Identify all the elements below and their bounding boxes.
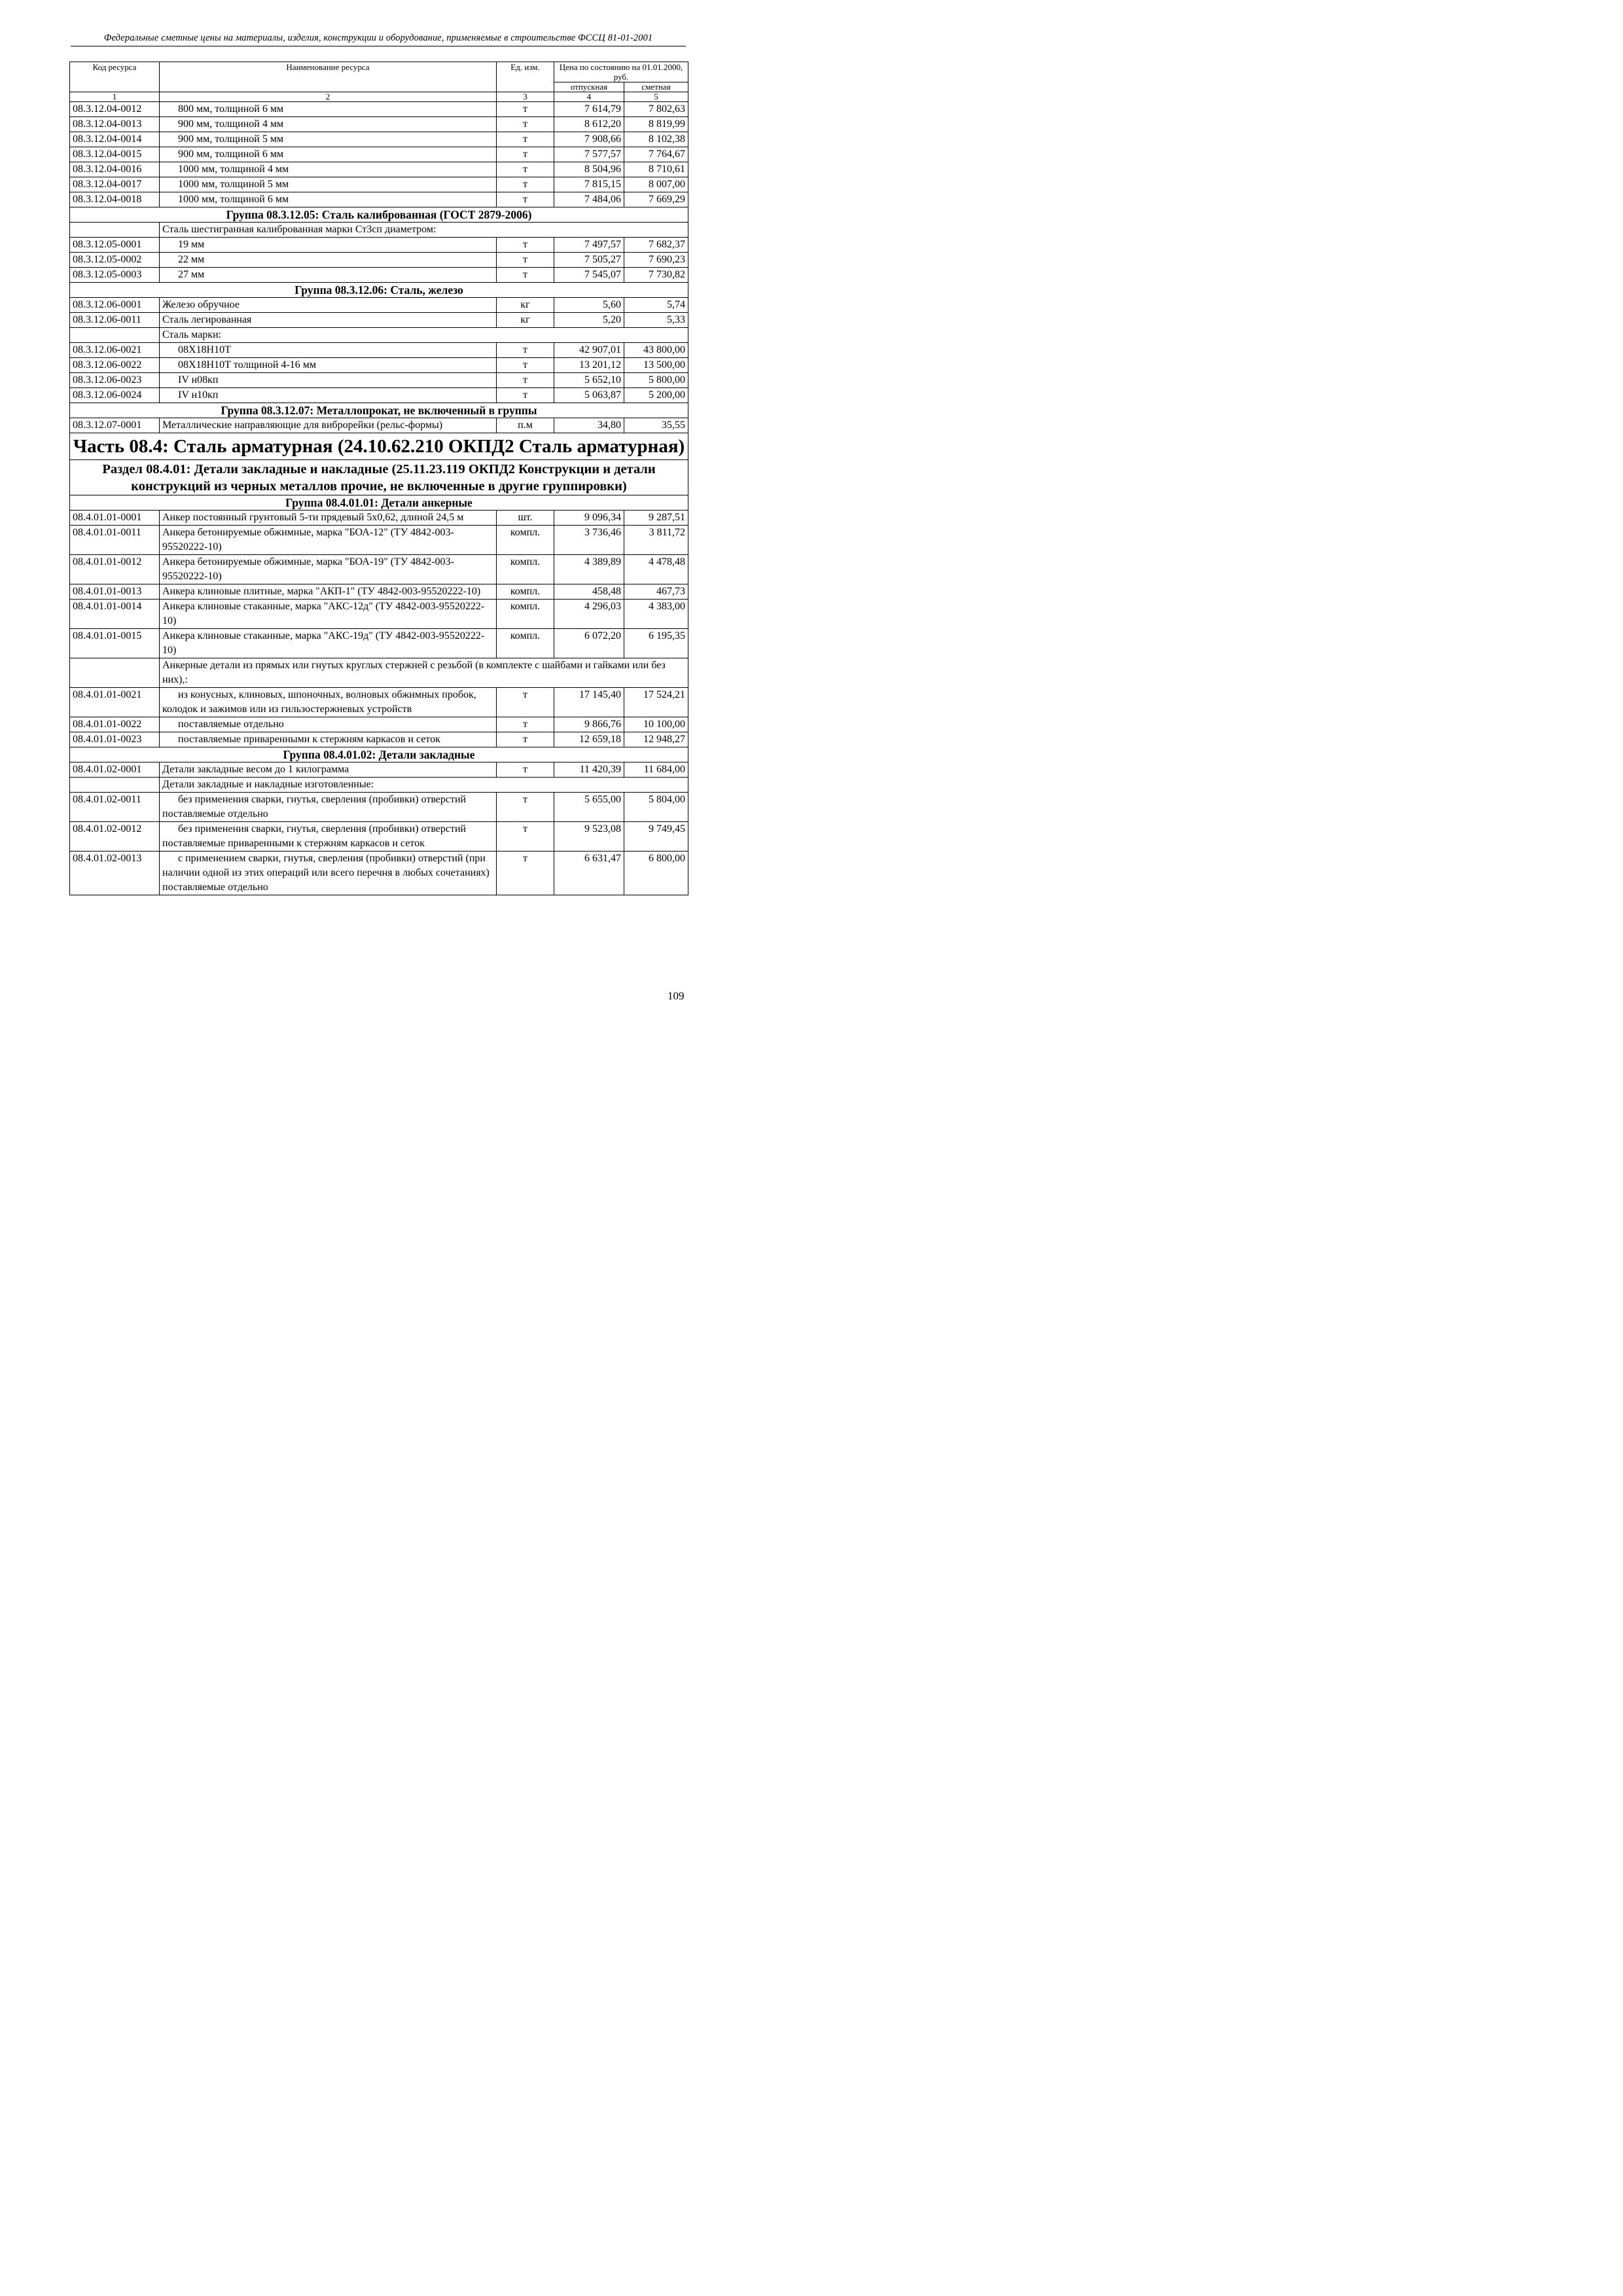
resource-unit: компл. <box>497 584 554 600</box>
col-header-price: Цена по состоянию на 01.01.2000, руб. <box>554 62 688 82</box>
resource-unit: т <box>497 388 554 403</box>
resource-name: 08Х18Н10Т <box>160 343 497 358</box>
table-row <box>70 253 688 268</box>
resource-name: 08Х18Н10Т толщиной 4-16 мм <box>160 358 497 373</box>
resource-code: 08.4.01.02-0012 <box>70 822 160 852</box>
table-row <box>70 511 688 526</box>
resource-unit: т <box>497 822 554 852</box>
col-number: 3 <box>497 92 554 102</box>
resource-code: 08.3.12.04-0016 <box>70 162 160 177</box>
table-row <box>70 117 688 132</box>
resource-name: 900 мм, толщиной 5 мм <box>160 132 497 147</box>
resource-unit: т <box>497 253 554 268</box>
table-row <box>70 388 688 403</box>
running-header: Федеральные сметные цены на материалы, изделия, конструкции и оборудование, применяемые в строительстве ФССЦ 81-01-2001 <box>103 33 653 43</box>
estimate-price: 3 811,72 <box>624 526 688 555</box>
resource-name: 19 мм <box>160 238 497 253</box>
table-row <box>70 343 688 358</box>
resource-name: Анкера клиновые стаканные, марка "АКС-19д" (ТУ 4842-003-95520222-10) <box>160 629 497 658</box>
table-body <box>70 102 688 895</box>
table-row <box>70 162 688 177</box>
resource-code: 08.4.01.01-0013 <box>70 584 160 600</box>
resource-name: Детали закладные весом до 1 килограмма <box>160 762 497 778</box>
resource-name: поставляемые приваренными к стержням каркасов и сеток <box>160 732 497 747</box>
group-title: Группа 08.4.01.01: Детали анкерные <box>70 495 688 511</box>
table-header <box>70 62 688 102</box>
table-row <box>70 238 688 253</box>
resource-code: 08.4.01.01-0015 <box>70 629 160 658</box>
estimate-price: 5,33 <box>624 313 688 328</box>
resource-code: 08.3.12.04-0017 <box>70 177 160 192</box>
col-number: 4 <box>554 92 624 102</box>
resource-code: 08.3.12.05-0001 <box>70 238 160 253</box>
resource-unit: т <box>497 717 554 732</box>
release-price: 6 631,47 <box>554 852 624 895</box>
subheading-text: Сталь шестигранная калиброванная марки Ст3сп диаметром: <box>160 223 688 238</box>
table-row <box>70 358 688 373</box>
estimate-price: 7 802,63 <box>624 102 688 117</box>
resource-code: 08.3.12.04-0018 <box>70 192 160 207</box>
estimate-price: 6 195,35 <box>624 629 688 658</box>
resource-name: без применения сварки, гнутья, сверления (пробивки) отверстий поставляемые отдельно <box>160 793 497 822</box>
estimate-price: 7 669,29 <box>624 192 688 207</box>
resource-name: 1000 мм, толщиной 4 мм <box>160 162 497 177</box>
release-price: 7 545,07 <box>554 268 624 283</box>
resource-unit: т <box>497 147 554 162</box>
resource-code: 08.3.12.04-0013 <box>70 117 160 132</box>
release-price: 7 815,15 <box>554 177 624 192</box>
estimate-price: 5 800,00 <box>624 373 688 388</box>
resource-unit: компл. <box>497 600 554 629</box>
resource-code: 08.4.01.01-0021 <box>70 688 160 717</box>
estimate-price: 10 100,00 <box>624 717 688 732</box>
estimate-price: 35,55 <box>624 418 688 433</box>
estimate-price: 8 102,38 <box>624 132 688 147</box>
resource-unit: компл. <box>497 526 554 555</box>
release-price: 5,20 <box>554 313 624 328</box>
group-title: Группа 08.3.12.05: Сталь калиброванная (ГОСТ 2879-2006) <box>70 207 688 223</box>
table-row <box>70 177 688 192</box>
estimate-price: 43 800,00 <box>624 343 688 358</box>
table-row <box>70 762 688 778</box>
group-title: Группа 08.3.12.06: Сталь, железо <box>70 283 688 298</box>
table-row <box>70 313 688 328</box>
estimate-price: 5 804,00 <box>624 793 688 822</box>
resource-name: 800 мм, толщиной 6 мм <box>160 102 497 117</box>
section-title: Раздел 08.4.01: Детали закладные и накладные (25.11.23.119 ОКПД2 Конструкции и детали конструкций из черных металлов прочие, не включенные в другие группировки) <box>70 460 688 495</box>
table-row <box>70 132 688 147</box>
resource-name: Анкера бетонируемые обжимные, марка "БОА-12" (ТУ 4842-003- 95520222-10) <box>160 526 497 555</box>
resource-unit: т <box>497 238 554 253</box>
col-header-unit: Ед. изм. <box>497 62 554 92</box>
release-price: 17 145,40 <box>554 688 624 717</box>
release-price: 7 577,57 <box>554 147 624 162</box>
resource-unit: т <box>497 373 554 388</box>
resource-name: поставляемые отдельно <box>160 717 497 732</box>
resource-unit: т <box>497 132 554 147</box>
resource-name: 900 мм, толщиной 4 мм <box>160 117 497 132</box>
release-price: 12 659,18 <box>554 732 624 747</box>
resource-name: IV н08кп <box>160 373 497 388</box>
resource-code: 08.4.01.02-0001 <box>70 762 160 778</box>
table-row <box>70 298 688 313</box>
release-price: 7 497,57 <box>554 238 624 253</box>
table-row <box>70 102 688 117</box>
table-row <box>70 526 688 555</box>
subheading-row <box>70 778 688 793</box>
release-price: 4 296,03 <box>554 600 624 629</box>
resource-unit: т <box>497 117 554 132</box>
release-price: 9 523,08 <box>554 822 624 852</box>
release-price: 3 736,46 <box>554 526 624 555</box>
subheading-row <box>70 658 688 688</box>
resource-code: 08.3.12.06-0024 <box>70 388 160 403</box>
resource-code: 08.4.01.01-0023 <box>70 732 160 747</box>
table-row <box>70 584 688 600</box>
resource-unit: т <box>497 793 554 822</box>
table-row <box>70 600 688 629</box>
group-row <box>70 495 688 511</box>
resource-unit: т <box>497 162 554 177</box>
part-row <box>70 433 688 460</box>
resource-unit: п.м <box>497 418 554 433</box>
subheading-text: Детали закладные и накладные изготовленные: <box>160 778 688 793</box>
price-table <box>69 62 688 895</box>
resource-code: 08.3.12.05-0002 <box>70 253 160 268</box>
release-price: 6 072,20 <box>554 629 624 658</box>
resource-code: 08.3.12.07-0001 <box>70 418 160 433</box>
page-number: 109 <box>668 990 685 1002</box>
resource-name: 27 мм <box>160 268 497 283</box>
resource-code: 08.4.01.01-0014 <box>70 600 160 629</box>
release-price: 4 389,89 <box>554 555 624 584</box>
empty-code-cell <box>70 658 160 688</box>
release-price: 8 504,96 <box>554 162 624 177</box>
estimate-price: 7 682,37 <box>624 238 688 253</box>
release-price: 5 063,87 <box>554 388 624 403</box>
release-price: 458,48 <box>554 584 624 600</box>
resource-code: 08.4.01.01-0012 <box>70 555 160 584</box>
resource-unit: т <box>497 102 554 117</box>
estimate-price: 7 690,23 <box>624 253 688 268</box>
resource-name: Анкера бетонируемые обжимные, марка "БОА-19" (ТУ 4842-003- 95520222-10) <box>160 555 497 584</box>
resource-unit: кг <box>497 313 554 328</box>
part-title: Часть 08.4: Сталь арматурная (24.10.62.210 ОКПД2 Сталь арматурная) <box>70 433 688 460</box>
resource-code: 08.4.01.02-0013 <box>70 852 160 895</box>
group-row <box>70 747 688 762</box>
resource-name: из конусных, клиновых, шпоночных, волновых обжимных пробок, колодок и зажимов или из гильзостержневых устройств <box>160 688 497 717</box>
col-header-release: отпускная <box>554 82 624 92</box>
table-row <box>70 555 688 584</box>
col-number: 1 <box>70 92 160 102</box>
resource-unit: т <box>497 343 554 358</box>
resource-code: 08.4.01.01-0022 <box>70 717 160 732</box>
estimate-price: 7 764,67 <box>624 147 688 162</box>
estimate-price: 4 478,48 <box>624 555 688 584</box>
resource-unit: шт. <box>497 511 554 526</box>
resource-unit: компл. <box>497 555 554 584</box>
empty-code-cell <box>70 778 160 793</box>
resource-unit: компл. <box>497 629 554 658</box>
resource-code: 08.3.12.06-0001 <box>70 298 160 313</box>
release-price: 34,80 <box>554 418 624 433</box>
release-price: 11 420,39 <box>554 762 624 778</box>
resource-unit: т <box>497 732 554 747</box>
resource-name: 1000 мм, толщиной 6 мм <box>160 192 497 207</box>
resource-unit: т <box>497 192 554 207</box>
empty-code-cell <box>70 328 160 343</box>
resource-name: Анкер постоянный грунтовый 5-ти прядевый 5х0,62, длиной 24,5 м <box>160 511 497 526</box>
section-row <box>70 460 688 495</box>
resource-code: 08.3.12.05-0003 <box>70 268 160 283</box>
resource-name: 900 мм, толщиной 6 мм <box>160 147 497 162</box>
resource-code: 08.3.12.06-0021 <box>70 343 160 358</box>
resource-code: 08.3.12.04-0014 <box>70 132 160 147</box>
release-price: 42 907,01 <box>554 343 624 358</box>
table-row <box>70 192 688 207</box>
resource-unit: т <box>497 852 554 895</box>
resource-name: 22 мм <box>160 253 497 268</box>
col-header-estimate: сметная <box>624 82 688 92</box>
col-header-name: Наименование ресурса <box>160 62 497 92</box>
resource-name: без применения сварки, гнутья, сверления (пробивки) отверстий поставляемые приваренными к стержням каркасов и сеток <box>160 822 497 852</box>
table-row <box>70 688 688 717</box>
table-row <box>70 852 688 895</box>
group-row <box>70 207 688 223</box>
table-row <box>70 629 688 658</box>
resource-code: 08.3.12.06-0011 <box>70 313 160 328</box>
release-price: 7 505,27 <box>554 253 624 268</box>
estimate-price: 17 524,21 <box>624 688 688 717</box>
table-row <box>70 418 688 433</box>
group-title: Группа 08.3.12.07: Металлопрокат, не включенный в группы <box>70 403 688 418</box>
release-price: 7 614,79 <box>554 102 624 117</box>
release-price: 7 908,66 <box>554 132 624 147</box>
release-price: 7 484,06 <box>554 192 624 207</box>
estimate-price: 4 383,00 <box>624 600 688 629</box>
table-row <box>70 732 688 747</box>
estimate-price: 5 200,00 <box>624 388 688 403</box>
estimate-price: 13 500,00 <box>624 358 688 373</box>
estimate-price: 12 948,27 <box>624 732 688 747</box>
resource-unit: кг <box>497 298 554 313</box>
resource-name: 1000 мм, толщиной 5 мм <box>160 177 497 192</box>
resource-name: Анкера клиновые стаканные, марка "АКС-12д" (ТУ 4842-003-95520222-10) <box>160 600 497 629</box>
estimate-price: 467,73 <box>624 584 688 600</box>
resource-code: 08.4.01.01-0001 <box>70 511 160 526</box>
release-price: 5 655,00 <box>554 793 624 822</box>
resource-unit: т <box>497 762 554 778</box>
table-row <box>70 268 688 283</box>
table-row <box>70 717 688 732</box>
estimate-price: 8 819,99 <box>624 117 688 132</box>
estimate-price: 6 800,00 <box>624 852 688 895</box>
subheading-row <box>70 223 688 238</box>
resource-code: 08.3.12.04-0012 <box>70 102 160 117</box>
col-number: 2 <box>160 92 497 102</box>
resource-name: Анкера клиновые плитные, марка "АКП-1" (ТУ 4842-003-95520222-10) <box>160 584 497 600</box>
empty-code-cell <box>70 223 160 238</box>
resource-code: 08.3.12.04-0015 <box>70 147 160 162</box>
resource-unit: т <box>497 688 554 717</box>
resource-code: 08.3.12.06-0022 <box>70 358 160 373</box>
estimate-price: 9 287,51 <box>624 511 688 526</box>
resource-name: Сталь легированная <box>160 313 497 328</box>
resource-code: 08.4.01.01-0011 <box>70 526 160 555</box>
group-row <box>70 403 688 418</box>
estimate-price: 8 007,00 <box>624 177 688 192</box>
resource-unit: т <box>497 358 554 373</box>
release-price: 5,60 <box>554 298 624 313</box>
estimate-price: 7 730,82 <box>624 268 688 283</box>
resource-unit: т <box>497 268 554 283</box>
resource-name: Металлические направляющие для виброрейки (рельс-формы) <box>160 418 497 433</box>
release-price: 9 096,34 <box>554 511 624 526</box>
estimate-price: 8 710,61 <box>624 162 688 177</box>
group-row <box>70 283 688 298</box>
table-row <box>70 147 688 162</box>
resource-unit: т <box>497 177 554 192</box>
table-row <box>70 793 688 822</box>
release-price: 5 652,10 <box>554 373 624 388</box>
table-row <box>70 373 688 388</box>
resource-code: 08.3.12.06-0023 <box>70 373 160 388</box>
resource-name: Железо обручное <box>160 298 497 313</box>
subheading-row <box>70 328 688 343</box>
release-price: 8 612,20 <box>554 117 624 132</box>
subheading-text: Сталь марки: <box>160 328 688 343</box>
release-price: 9 866,76 <box>554 717 624 732</box>
resource-name: с применением сварки, гнутья, сверления (пробивки) отверстий (при наличии одной из этих операций или всего перечня в любых сочетаниях) поставляемые отдельно <box>160 852 497 895</box>
col-header-code: Код ресурса <box>70 62 160 92</box>
estimate-price: 9 749,45 <box>624 822 688 852</box>
estimate-price: 11 684,00 <box>624 762 688 778</box>
col-number: 5 <box>624 92 688 102</box>
group-title: Группа 08.4.01.02: Детали закладные <box>70 747 688 762</box>
release-price: 13 201,12 <box>554 358 624 373</box>
subheading-text: Анкерные детали из прямых или гнутых круглых стержней с резьбой (в комплекте с шайбами и гайками или без них),: <box>160 658 688 688</box>
resource-name: IV н10кп <box>160 388 497 403</box>
estimate-price: 5,74 <box>624 298 688 313</box>
table-row <box>70 822 688 852</box>
resource-code: 08.4.01.02-0011 <box>70 793 160 822</box>
